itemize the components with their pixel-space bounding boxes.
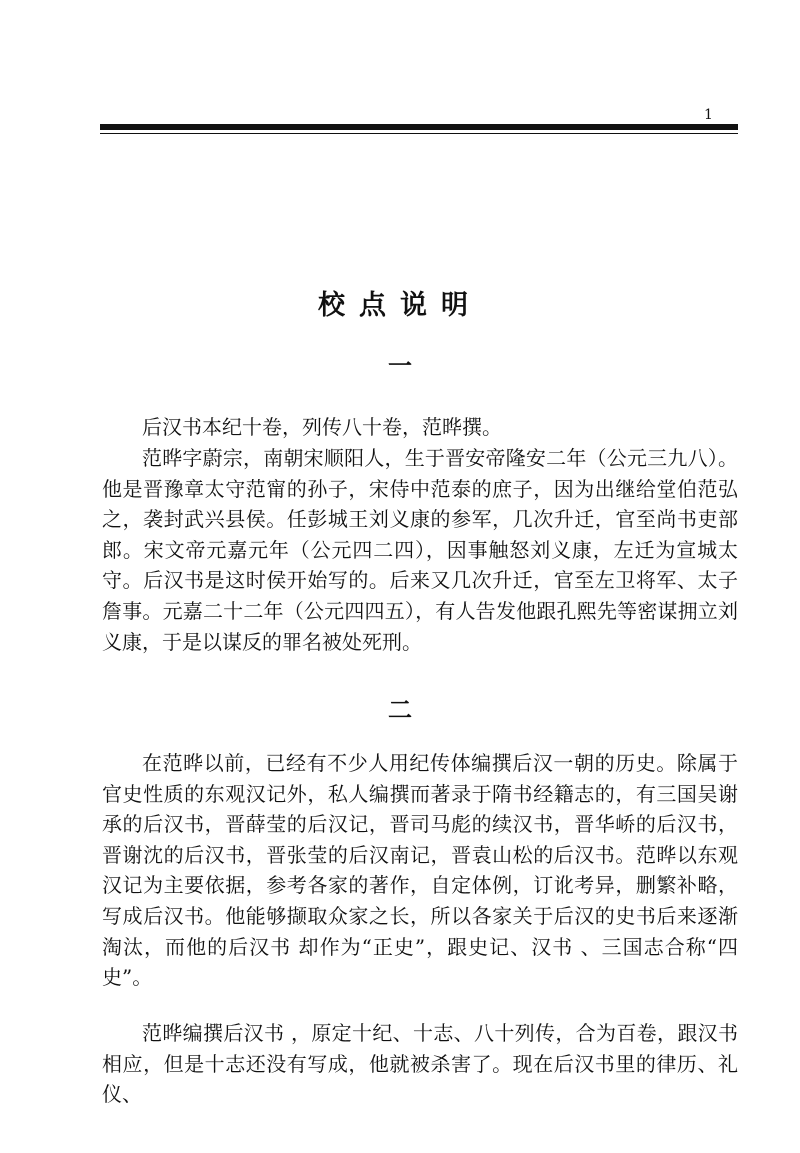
header-rule-thin (100, 133, 738, 134)
page-title: 校点说明 (318, 290, 482, 322)
paragraph: 后汉书本纪十卷，列传八十卷，范晔撰。 (142, 415, 502, 439)
header-rule-thick (100, 124, 738, 130)
paragraph: 范晔编撰后汉书 ，原定十纪、十志、八十列传，合为百卷，跟汉书相应，但是十志还没有写成，他就被杀害了。现在后汉书里的律历、礼仪、 (102, 1021, 738, 1107)
section-mark-1: 一 (388, 351, 412, 380)
paragraph: 在范晔以前，已经有不少人用纪传体编撰后汉一朝的历史。除属于官史性质的东观汉记外，私人编撰而著录于隋书经籍志的，有三国吴谢承的后汉书，晋薛莹的后汉记，晋司马彪的续汉书，晋华峤的后汉书，晋谢沈的后汉书，晋张莹的后汉南记，晋袁山松的后汉书。范晔以东观汉记为主要依据，参考各家的著作，自定体例，订讹考异，删繁补略，写成后汉书。他能够撷取众家之长，所以各家关于后汉的史书后来逐渐淘汰，而他的后汉书 却作为“正史”，跟史记、汉书 、三国志合称“四史”。 (102, 751, 738, 990)
section-mark-2: 二 (388, 695, 412, 724)
paragraph: 范晔字蔚宗，南朝宋顺阳人，生于晋安帝隆安二年（公元三九八）。他是晋豫章太守范甯的孙子，宋侍中范泰的庶子，因为出继给堂伯范弘之，袭封武兴县侯。任彭城王刘义康的参军，几次升迁，官至尚书吏部郎。宋文帝元嘉元年（公元四二四），因事触怒刘义康，左迁为宣城太守。后汉书是这时侯开始写的。后来又几次升迁，官至左卫将军、太子詹事。元嘉二十二年（公元四四五），有人告发他跟孔熙先等密谋拥立刘义康，于是以谋反的罪名被处死刑。 (102, 446, 738, 654)
page-number: 1 (704, 107, 713, 123)
